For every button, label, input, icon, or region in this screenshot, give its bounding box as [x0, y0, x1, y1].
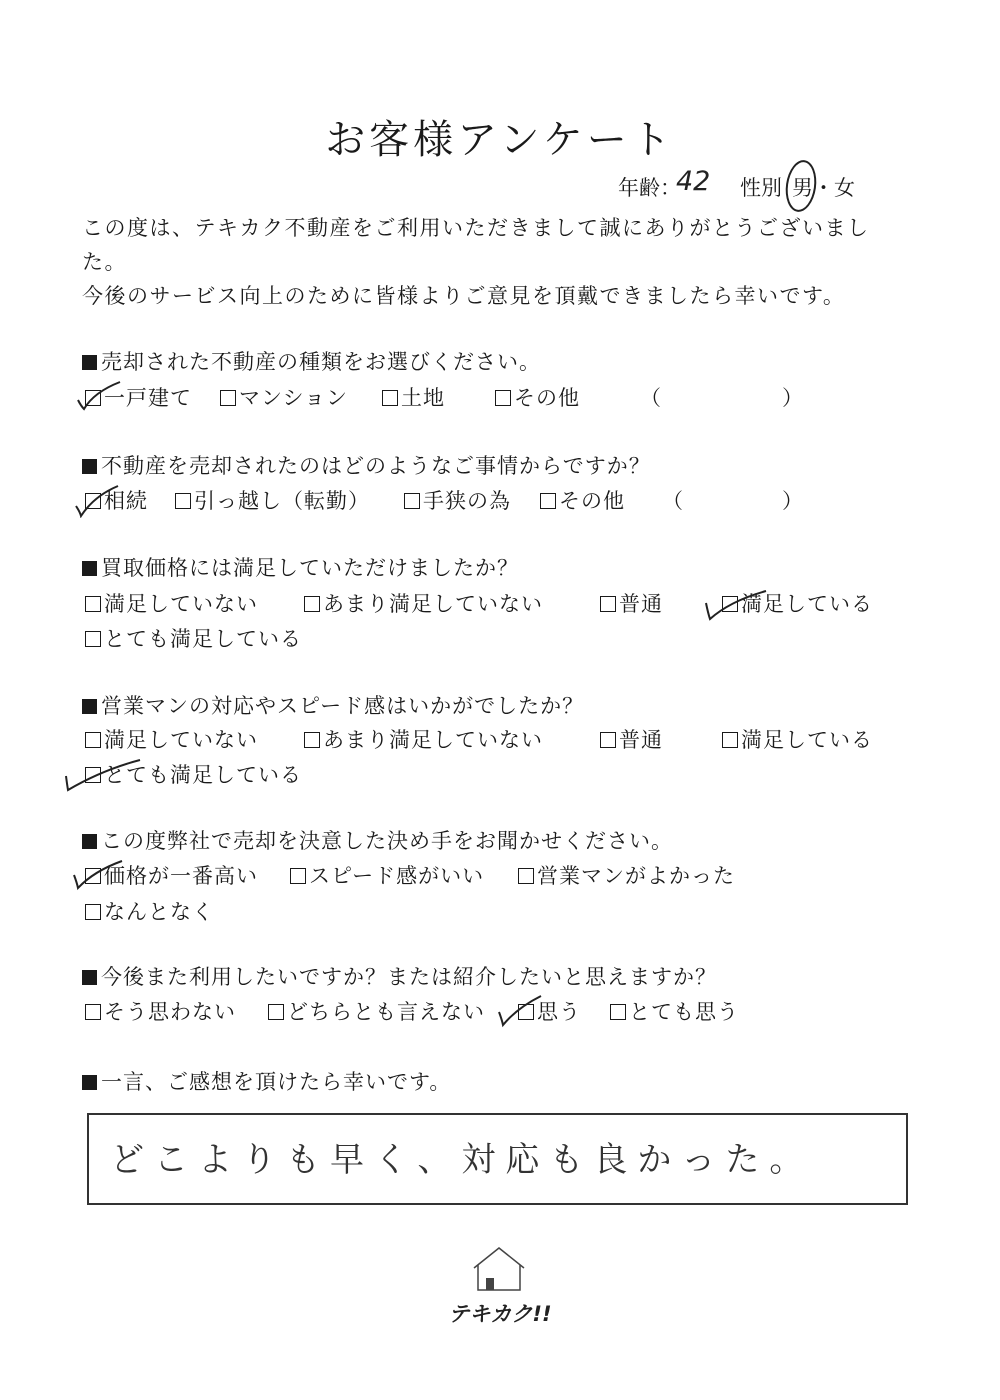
question-1-title	[82, 346, 541, 376]
q2-other-close-paren: ）	[782, 489, 804, 513]
checkbox-icon[interactable]	[382, 390, 398, 406]
checkbox-icon[interactable]	[304, 732, 320, 748]
q6-check-mark-icon	[495, 990, 545, 1030]
q2-option-cramped[interactable]: 手狭の為	[404, 485, 511, 515]
q1-other-open-paren: （	[640, 386, 662, 410]
q4-option-not-satisfied[interactable]: 満足していない	[85, 724, 258, 754]
q4-option-not-very-satisfied[interactable]: あまり満足していない	[304, 724, 543, 754]
q3-option-very-satisfied[interactable]: とても満足している	[85, 623, 302, 653]
page-title: お客様アンケート	[325, 117, 675, 163]
question-5-title	[82, 825, 673, 855]
checkbox-icon[interactable]	[495, 390, 511, 406]
bullet-square-icon	[82, 459, 97, 474]
q5-option-sales-rep[interactable]: 営業マンがよかった	[518, 860, 735, 890]
q2-other-open-paren: （	[662, 489, 684, 513]
checkbox-icon[interactable]	[268, 1004, 284, 1020]
bullet-square-icon	[82, 699, 97, 714]
checkbox-icon[interactable]	[540, 493, 556, 509]
question-6-text: 今後また利用したいですか？または紹介したいと思えますか？	[101, 965, 717, 989]
checkbox-icon[interactable]	[610, 1004, 626, 1020]
q1-check-mark-icon	[74, 376, 124, 412]
q4-option-satisfied[interactable]: 満足している	[722, 724, 873, 754]
company-logo-text: テキカク!!	[448, 1302, 552, 1326]
intro-line-2: た。	[82, 250, 127, 274]
q3-option-neutral[interactable]: 普通	[600, 588, 663, 618]
question-7-text: 一言、ご感想を頂けたら幸いです。	[101, 1070, 452, 1094]
q1-option-mansion[interactable]: マンション	[220, 382, 348, 412]
q3-option-satisfied[interactable]: 満足している	[722, 588, 873, 618]
q6-option-undecided[interactable]: どちらとも言えない	[268, 996, 485, 1026]
checkbox-icon[interactable]	[85, 596, 101, 612]
q2-check-mark-icon	[72, 480, 122, 518]
q6-option-no[interactable]: そう思わない	[85, 996, 236, 1026]
question-4-text: 営業マンの対応やスピード感はいかがでしたか？	[101, 694, 585, 718]
q1-option-land[interactable]: 土地	[382, 382, 445, 412]
question-6-title	[82, 961, 717, 991]
q4-check-mark-icon	[62, 752, 142, 794]
q5-check-mark-icon	[70, 855, 126, 891]
checkbox-icon[interactable]	[85, 1004, 101, 1020]
checkbox-icon[interactable]	[600, 596, 616, 612]
q4-option-neutral[interactable]: 普通	[600, 724, 663, 754]
checkbox-icon[interactable]	[175, 493, 191, 509]
age-value[interactable]: 42	[676, 166, 711, 197]
bullet-square-icon	[82, 355, 97, 370]
bullet-square-icon	[82, 970, 97, 985]
question-2-text: 不動産を売却されたのはどのようなご事情からですか？	[101, 454, 651, 478]
question-4-title	[82, 690, 584, 720]
question-7-title	[82, 1066, 451, 1096]
q5-option-highest-price[interactable]: 価格が一番高い	[85, 860, 258, 890]
q1-option-other[interactable]: その他	[495, 382, 580, 412]
bullet-square-icon	[82, 1075, 97, 1090]
q2-option-other[interactable]: その他	[540, 485, 625, 515]
gender-options[interactable]: 男・女	[792, 176, 855, 200]
q5-option-no-reason[interactable]: なんとなく	[85, 896, 214, 926]
checkbox-icon[interactable]	[220, 390, 236, 406]
q2-option-relocation[interactable]: 引っ越し（転勤）	[175, 485, 370, 515]
question-2-title	[82, 450, 651, 480]
checkbox-icon[interactable]	[85, 732, 101, 748]
house-logo-icon	[470, 1244, 528, 1294]
question-5-text: この度弊社で売却を決意した決め手をお聞かせください。	[101, 829, 673, 853]
q3-option-not-satisfied[interactable]: 満足していない	[85, 588, 258, 618]
q6-option-strongly-yes[interactable]: とても思う	[610, 996, 739, 1026]
question-3-title	[82, 552, 519, 582]
q1-other-close-paren: ）	[782, 386, 804, 410]
bullet-square-icon	[82, 561, 97, 576]
q4-option-very-satisfied[interactable]: とても満足している	[85, 759, 302, 789]
intro-line-3: 今後のサービス向上のために皆様よりご意見を頂戴できましたら幸いです。	[82, 284, 846, 308]
checkbox-icon[interactable]	[290, 868, 306, 884]
checkbox-icon[interactable]	[85, 904, 101, 920]
comment-answer-text[interactable]: どこよりも早く、対応も良かった。	[110, 1140, 814, 1180]
question-3-text: 買取価格には満足していただけましたか？	[101, 556, 519, 580]
bullet-square-icon	[82, 834, 97, 849]
question-1-text: 売却された不動産の種類をお選びください。	[101, 350, 541, 374]
checkbox-icon[interactable]	[304, 596, 320, 612]
q6-option-yes[interactable]: 思う	[518, 996, 581, 1026]
q2-option-inheritance[interactable]: 相続	[85, 485, 148, 515]
checkbox-icon[interactable]	[518, 868, 534, 884]
q3-option-not-very-satisfied[interactable]: あまり満足していない	[304, 588, 543, 618]
intro-line-1: この度は、テキカク不動産をご利用いただきまして誠にありがとうございまし	[82, 216, 870, 240]
checkbox-icon[interactable]	[85, 631, 101, 647]
checkbox-icon[interactable]	[600, 732, 616, 748]
age-label: 年齢：	[618, 176, 681, 200]
gender-label: 性別	[740, 176, 782, 200]
q1-option-house[interactable]: 一戸建て	[85, 382, 192, 412]
q5-option-speed[interactable]: スピード感がいい	[290, 860, 484, 890]
checkbox-icon[interactable]	[404, 493, 420, 509]
q3-check-mark-icon	[700, 583, 770, 623]
checkbox-icon[interactable]	[722, 732, 738, 748]
